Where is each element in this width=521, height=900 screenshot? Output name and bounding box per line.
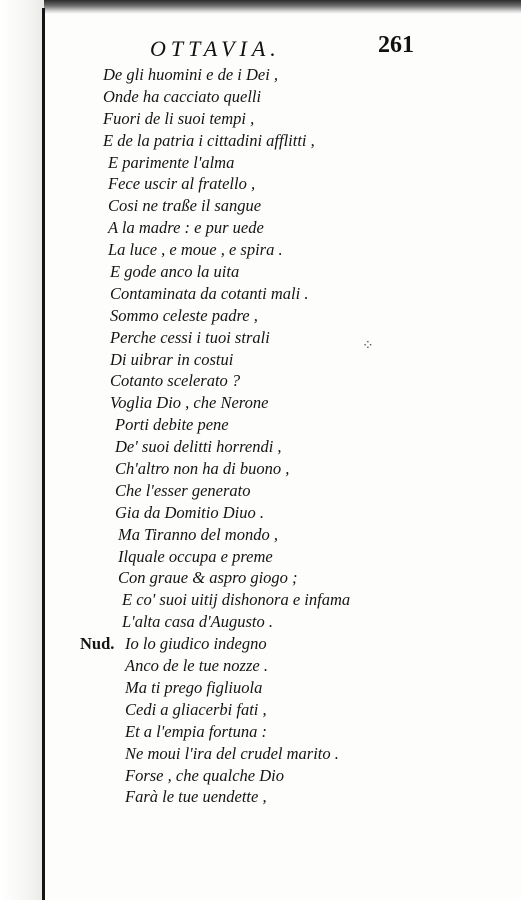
verse-line [0, 173, 521, 195]
verse-line-text: Ch'altro non ha di buono , [115, 459, 290, 479]
verse-line-text: Cotanto scelerato ? [110, 371, 241, 391]
verse-line-text: Farà le tue uendette , [125, 787, 267, 807]
verse-line [0, 436, 521, 458]
verse-text [0, 64, 521, 808]
verse-line [0, 589, 521, 611]
verse-line [0, 239, 521, 261]
verse-line-text: Perche cessi i tuoi strali [110, 327, 270, 347]
verse-line [0, 480, 521, 502]
verse-line-text: Io lo giudico indegno [125, 634, 267, 654]
verse-line [0, 786, 521, 808]
verse-line-text: Onde ha cacciato quelli [103, 86, 262, 106]
page-number: 261 [378, 32, 414, 58]
verse-line [0, 765, 521, 787]
verse-line-text: E parimente l'alma [108, 152, 235, 172]
verse-line-text: Che l'esser generato [115, 480, 251, 500]
verse-line-text: E de la patria i cittadini afflitti , [103, 130, 315, 150]
verse-line-text: Porti debite pene [115, 415, 229, 435]
verse-line [0, 283, 521, 305]
verse-line-text: Fece uscir al fratello , [108, 174, 256, 194]
verse-line-text: Sommo celeste padre , [110, 305, 258, 325]
verse-line-text: Et a l'empia fortuna : [125, 721, 267, 741]
verse-line [0, 721, 521, 743]
page-header [0, 32, 521, 66]
verse-line [0, 743, 521, 765]
verse-line [0, 349, 521, 371]
verse-line [0, 567, 521, 589]
verse-line-text: Voglia Dio , che Nerone [110, 393, 269, 413]
verse-line-text: Ma ti prego figliuola [125, 677, 263, 697]
verse-line [0, 305, 521, 327]
verse-line [0, 699, 521, 721]
verse-line [0, 327, 521, 349]
verse-line [0, 414, 521, 436]
verse-line-text: De gli huomini e de i Dei , [103, 65, 279, 84]
verse-line-text: Forse , che qualche Dio [125, 765, 284, 785]
verse-line [0, 633, 521, 655]
verse-line-text: De' suoi delitti horrendi , [115, 437, 282, 457]
verse-line-text: E gode anco la uita [110, 262, 240, 282]
page-top-edge [0, 0, 521, 14]
verse-line-text: A la madre : e pur uede [108, 218, 264, 238]
verse-line-text: Di uibrar in costui [110, 349, 234, 369]
verse-line [0, 524, 521, 546]
verse-line [0, 86, 521, 108]
verse-line-text: Cedi a gliacerbi fati , [125, 699, 267, 719]
verse-line-text: Contaminata da cotanti mali . [110, 283, 309, 303]
running-title: OTTAVIA. [150, 36, 281, 61]
verse-line-text: Ilquale occupa e preme [118, 546, 273, 566]
verse-line [0, 546, 521, 568]
verse-line [0, 217, 521, 239]
verse-line [0, 458, 521, 480]
verse-line-text: Anco de le tue nozze . [125, 656, 268, 676]
verse-line [0, 64, 521, 86]
verse-line-text: L'alta casa d'Augusto . [122, 612, 273, 632]
verse-line [0, 392, 521, 414]
verse-line [0, 677, 521, 699]
speaker-label: Nud. [80, 634, 115, 654]
verse-line-text: Ma Tiranno del mondo , [118, 524, 278, 544]
verse-line [0, 261, 521, 283]
verse-line [0, 502, 521, 524]
verse-line-text: Fuori de li suoi tempi , [103, 108, 255, 128]
verse-line-text: Gia da Domitio Diuo . [115, 502, 264, 522]
verse-line-text: E co' suoi uitij dishonora e infama [122, 590, 351, 610]
verse-line-text: Ne moui l'ira del crudel marito . [125, 743, 339, 763]
verse-line-text: Cosi ne traße il sangue [108, 196, 262, 216]
verse-line [0, 611, 521, 633]
ink-blot-mark: ⁘ [362, 338, 374, 354]
verse-line [0, 370, 521, 392]
verse-line [0, 655, 521, 677]
verse-line-text: Con graue & aspro giogo ; [118, 568, 298, 588]
verse-line [0, 130, 521, 152]
verse-line-text: La luce , e moue , e spira . [108, 240, 283, 260]
verse-line [0, 195, 521, 217]
verse-line [0, 152, 521, 174]
verse-line [0, 108, 521, 130]
